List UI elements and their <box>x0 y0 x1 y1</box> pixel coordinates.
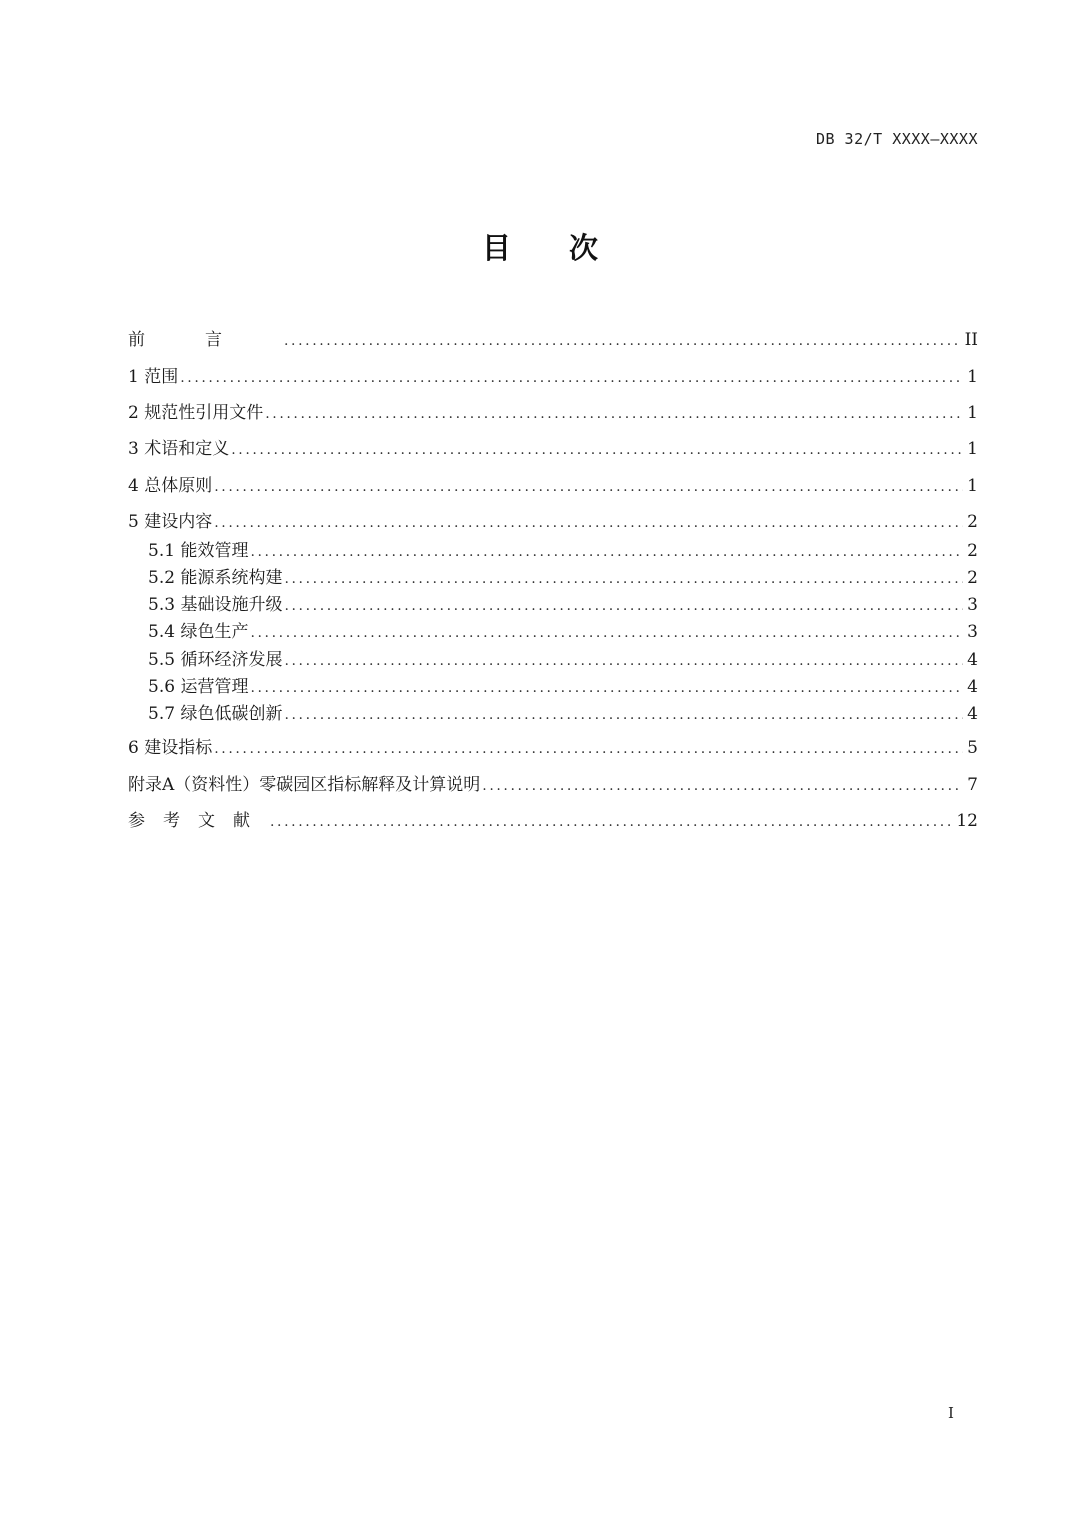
page-title: 目次 <box>481 231 656 265</box>
toc-entry-page: 2 <box>967 541 978 561</box>
toc-entry-label: 2 规范性引用文件 <box>128 403 264 423</box>
toc-entry-construction-content[interactable] <box>128 510 978 534</box>
toc-leader-dots <box>482 774 963 798</box>
toc-entry-page: 3 <box>967 622 978 642</box>
toc-entry-label: 6 建设指标 <box>128 738 213 758</box>
toc-entry-scope[interactable] <box>128 365 978 389</box>
toc-entry-5-6[interactable] <box>148 675 978 699</box>
toc-leader-dots <box>284 649 963 673</box>
toc-entry-general-principles[interactable] <box>128 474 978 498</box>
toc-entry-label: 5.3 基础设施升级 <box>148 595 283 615</box>
toc-leader-dots <box>250 676 963 700</box>
toc-entry-label: 5.1 能效管理 <box>148 541 249 561</box>
toc-leader-dots <box>214 737 963 761</box>
toc-entry-page: 4 <box>967 650 978 670</box>
toc-entry-page: 1 <box>967 403 978 423</box>
toc-entry-label: 4 总体原则 <box>128 476 213 496</box>
toc-entry-appendix-a[interactable] <box>128 773 978 797</box>
toc-leader-dots <box>250 540 963 564</box>
toc-entry-5-1[interactable] <box>148 539 978 563</box>
toc-entry-label: 5.6 运营管理 <box>148 677 249 697</box>
toc-leader-dots <box>284 594 963 618</box>
toc-leader-dots <box>214 511 963 535</box>
toc-leader-dots <box>284 329 961 353</box>
toc-entry-label: 5.7 绿色低碳创新 <box>148 704 283 724</box>
toc-entry-label: 1 范围 <box>128 367 179 387</box>
toc-entry-label: 前言 <box>128 330 282 350</box>
toc-entry-5-3[interactable] <box>148 593 978 617</box>
toc-entry-foreword[interactable] <box>128 328 978 352</box>
toc-entry-page: 7 <box>967 775 978 795</box>
toc-entry-label: 5.5 循环经济发展 <box>148 650 283 670</box>
toc-entry-page: 12 <box>956 811 978 831</box>
toc-entry-page: 2 <box>967 512 978 532</box>
toc-entry-page: II <box>964 330 978 350</box>
toc-leader-dots <box>231 438 963 462</box>
toc-entry-page: 1 <box>967 439 978 459</box>
toc-entry-label: 3 术语和定义 <box>128 439 230 459</box>
toc-entry-label: 5.2 能源系统构建 <box>148 568 283 588</box>
toc-entry-5-5[interactable] <box>148 648 978 672</box>
toc-entry-label: 参考文献 <box>128 811 268 831</box>
toc-leader-dots <box>180 366 963 390</box>
toc-leader-dots <box>250 621 963 645</box>
toc-leader-dots <box>284 703 963 727</box>
toc-entry-label: 附录A（资料性）零碳园区指标解释及计算说明 <box>128 775 481 795</box>
toc-leader-dots <box>265 402 963 426</box>
toc-entry-5-4[interactable] <box>148 620 978 644</box>
toc-entry-label: 5 建设内容 <box>128 512 213 532</box>
toc-entry-terms-definitions[interactable] <box>128 437 978 461</box>
toc-leader-dots <box>284 567 963 591</box>
document-code: DB 32/T XXXX—XXXX <box>815 130 978 148</box>
toc-entry-page: 1 <box>967 476 978 496</box>
toc-entry-construction-indicators[interactable] <box>128 736 978 760</box>
toc-entry-label: 5.4 绿色生产 <box>148 622 249 642</box>
toc-entry-page: 2 <box>967 568 978 588</box>
toc-entry-page: 4 <box>967 704 978 724</box>
toc-entry-page: 5 <box>967 738 978 758</box>
toc-entry-normative-references[interactable] <box>128 401 978 425</box>
toc-leader-dots <box>214 475 963 499</box>
toc-entry-page: 1 <box>967 367 978 387</box>
toc-entry-bibliography[interactable] <box>128 809 978 833</box>
toc-entry-5-7[interactable] <box>148 702 978 726</box>
footer-page-number: I <box>948 1404 954 1422</box>
toc-entry-page: 3 <box>967 595 978 615</box>
toc-entry-5-2[interactable] <box>148 566 978 590</box>
toc-entry-page: 4 <box>967 677 978 697</box>
toc-leader-dots <box>270 810 952 834</box>
